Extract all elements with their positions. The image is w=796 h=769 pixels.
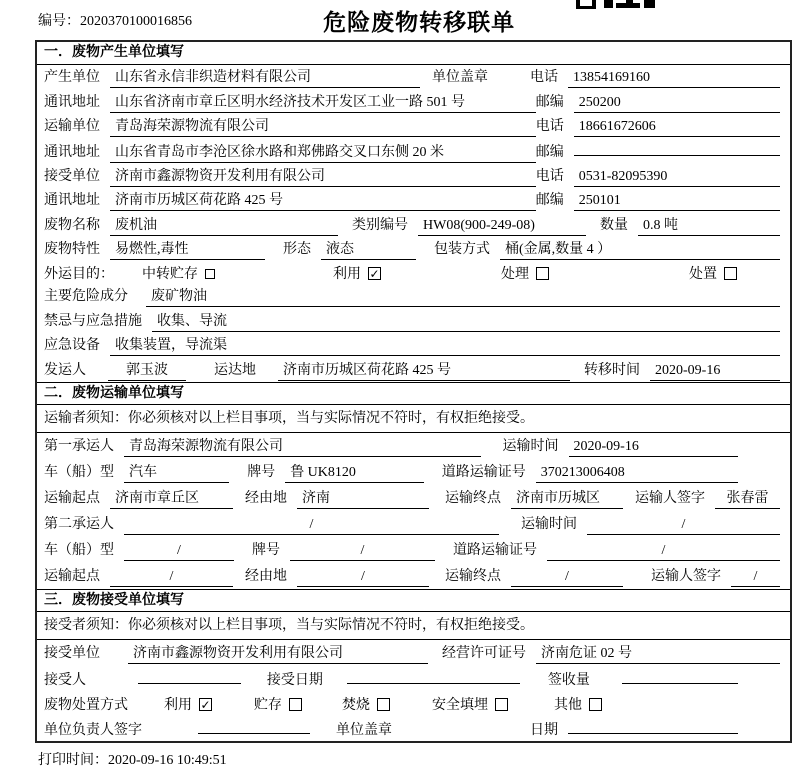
qr-code-fragment-icon xyxy=(576,0,656,9)
transporter-label: 运输单位 xyxy=(44,119,100,135)
hazard-value: 废矿物油 xyxy=(146,285,780,307)
row-producer xyxy=(37,66,790,88)
section3-notice: 接受者须知：你必须核对以上栏目事项，当与实际情况不符时，有权拒绝接受。 xyxy=(37,612,790,640)
phone2-value: 18661672606 xyxy=(574,119,780,137)
row-receiver-address xyxy=(37,189,790,211)
via1-value: 济南 xyxy=(297,487,429,509)
document-number xyxy=(38,10,192,30)
date-label: 日期 xyxy=(530,722,558,738)
disposal-option-landfill xyxy=(432,694,508,714)
plate1-label: 牌号 xyxy=(247,465,276,480)
addr2-label: 通讯地址 xyxy=(44,144,100,160)
origin1-label: 运输起点 xyxy=(44,491,100,506)
vehicle2-value: / xyxy=(124,543,234,561)
packing-value: 桶(金属,数量 4 ） xyxy=(500,238,780,260)
checkbox-unchecked-icon xyxy=(724,267,737,280)
carrier1-label: 第一承运人 xyxy=(44,439,114,454)
time2-label: 运输时间 xyxy=(521,517,577,532)
section2-body xyxy=(37,433,790,589)
seal-label: 单位盖章 xyxy=(432,70,488,86)
checkbox-checked-icon: ✓ xyxy=(200,698,211,713)
phone1-value: 13854169160 xyxy=(568,70,780,88)
section3-header: 三．废物接受单位填写 xyxy=(37,589,790,612)
disposal-option-use-label: 利用 xyxy=(164,697,192,713)
phone3-value: 0531-82095390 xyxy=(574,169,780,187)
quantity-value: 0.8 吨 xyxy=(638,214,780,236)
purpose-option-transfer-storage xyxy=(142,263,215,283)
category-value: HW08(900-249-08) xyxy=(418,218,586,236)
disposal-option-other xyxy=(554,694,602,714)
waste-name-value: 废机油 xyxy=(110,214,338,236)
purpose-option-dispose xyxy=(689,263,737,283)
document-number-value: 2020370100016856 xyxy=(80,14,192,29)
transfer-time-value: 2020-09-16 xyxy=(650,363,780,381)
document-number-label: 编号： xyxy=(38,14,80,29)
purpose-label: 外运目的： xyxy=(44,266,114,282)
section1-header: 一．废物产生单位填写 xyxy=(37,42,790,65)
shipper-value: 郭玉波 xyxy=(108,359,186,381)
zip1-label: 邮编 xyxy=(535,94,564,110)
plate1-value: 鲁 UK8120 xyxy=(285,461,424,483)
disposal-option-store xyxy=(254,694,302,714)
recipient-value xyxy=(138,668,241,684)
purpose-option-treat xyxy=(501,263,549,283)
sign1-value: 张春雷 xyxy=(715,487,780,509)
shipper-label: 发运人 xyxy=(44,362,86,378)
dest-label: 运达地 xyxy=(214,362,256,378)
purpose-option-use xyxy=(333,263,381,283)
checkbox-unchecked-icon xyxy=(377,698,390,711)
road-no1-value: 370213006408 xyxy=(536,465,738,483)
disposal-option-incinerate xyxy=(342,694,390,714)
road-no2-value: / xyxy=(547,543,780,561)
row-equipment xyxy=(37,334,790,356)
category-label: 类别编号 xyxy=(352,217,408,233)
form-label: 形态 xyxy=(283,242,311,258)
hazard-label: 主要危险成分 xyxy=(44,289,128,305)
quantity-label: 数量 xyxy=(600,217,628,233)
recipient-label: 接受人 xyxy=(44,673,86,689)
checkbox-unchecked-icon xyxy=(589,698,602,711)
sign-qty-label: 签收量 xyxy=(547,673,590,689)
end2-value: / xyxy=(511,569,623,587)
addr1-value: 山东省济南市章丘区明水经济技术开发区工业一路 501 号 xyxy=(110,91,536,113)
row-taboo xyxy=(37,310,790,332)
addr2-value: 山东省青岛市李沧区徐水路和郑佛路交叉口东侧 20 米 xyxy=(110,141,536,163)
phone3-label: 电话 xyxy=(535,169,564,185)
unit-seal-label: 单位盖章 xyxy=(336,722,392,738)
transfer-time-label: 转移时间 xyxy=(584,362,640,378)
checkbox-unchecked-icon xyxy=(289,698,302,711)
purpose-option-use-label: 利用 xyxy=(333,266,361,282)
phone2-label: 电话 xyxy=(535,119,564,135)
checkbox-unchecked-icon xyxy=(495,698,508,711)
zip2-label: 邮编 xyxy=(535,144,564,160)
zip3-label: 邮编 xyxy=(535,193,564,209)
sign-qty-value xyxy=(622,668,738,684)
responsible-sign-label: 单位负责人签字 xyxy=(44,722,142,738)
checkbox-unchecked-icon xyxy=(205,269,215,279)
receiver-value: 济南市鑫源物资开发利用有限公司 xyxy=(110,165,536,187)
producer-label: 产生单位 xyxy=(44,70,100,86)
row-recipient xyxy=(37,668,790,689)
row-responsible-sign xyxy=(37,718,790,739)
row-receiver xyxy=(37,165,790,187)
plate2-value: / xyxy=(290,543,435,561)
receive-date-value xyxy=(347,668,520,684)
sign2-label: 运输人签字 xyxy=(651,569,721,584)
via2-label: 经由地 xyxy=(245,569,287,584)
producer-value: 山东省永信非织造材料有限公司 xyxy=(110,66,420,88)
end1-value: 济南市历城区 xyxy=(511,487,623,509)
row-hazard xyxy=(37,285,790,307)
end2-label: 运输终点 xyxy=(445,569,501,584)
row-vehicle1 xyxy=(37,461,790,483)
taboo-value: 收集、导流 xyxy=(152,310,780,332)
zip1-value: 250200 xyxy=(574,95,780,113)
row-waste-character xyxy=(37,238,790,260)
form-value: 液态 xyxy=(321,238,416,260)
accept-unit-value: 济南市鑫源物资开发利用有限公司 xyxy=(128,642,428,664)
waste-name-label: 废物名称 xyxy=(44,217,100,233)
section2-notice: 运输者须知：你必须核对以上栏目事项，当与实际情况不符时，有权拒绝接受。 xyxy=(37,405,790,433)
print-time-value: 2020-09-16 10:49:51 xyxy=(108,753,227,768)
carrier2-label: 第二承运人 xyxy=(44,517,114,532)
row-shipper xyxy=(37,359,790,381)
vehicle1-value: 汽车 xyxy=(124,461,229,483)
packing-label: 包装方式 xyxy=(434,242,490,258)
row-accept-unit xyxy=(37,642,790,664)
date-value xyxy=(568,718,738,734)
character-label: 废物特性 xyxy=(44,242,100,258)
zip2-value xyxy=(574,140,780,156)
phone1-label: 电话 xyxy=(530,70,558,86)
row-waste-name xyxy=(37,214,790,236)
carrier1-value: 青岛海荣源物流有限公司 xyxy=(124,435,481,457)
dest-value: 济南市历城区荷花路 425 号 xyxy=(278,359,570,381)
sign2-value: / xyxy=(731,569,780,587)
addr3-value: 济南市历城区荷花路 425 号 xyxy=(110,189,536,211)
manifest-form xyxy=(35,40,792,743)
row-disposal xyxy=(37,694,790,714)
purpose-option-transfer-storage-label: 中转贮存 xyxy=(142,266,198,282)
time1-value: 2020-09-16 xyxy=(569,439,738,457)
responsible-sign-value xyxy=(198,718,310,734)
row-route2 xyxy=(37,565,790,587)
section2-header: 二．废物运输单位填写 xyxy=(37,382,790,405)
taboo-label: 禁忌与应急措施 xyxy=(44,313,142,329)
disposal-option-use xyxy=(164,694,212,714)
plate2-label: 牌号 xyxy=(252,543,280,558)
receiver-label: 接受单位 xyxy=(44,169,100,185)
transporter-value: 青岛海荣源物流有限公司 xyxy=(110,115,536,137)
origin2-label: 运输起点 xyxy=(44,569,100,584)
license-value: 济南危证 02 号 xyxy=(536,642,780,664)
carrier2-value: / xyxy=(124,517,499,535)
disposal-option-store-label: 贮存 xyxy=(254,697,282,713)
print-time-label: 打印时间： xyxy=(38,753,108,768)
receive-date-label: 接受日期 xyxy=(266,673,323,689)
row-vehicle2 xyxy=(37,539,790,561)
origin1-value: 济南市章丘区 xyxy=(110,487,233,509)
checkbox-unchecked-icon xyxy=(536,267,549,280)
row-transporter-address xyxy=(37,140,790,163)
end1-label: 运输终点 xyxy=(445,491,501,506)
row-transporter xyxy=(37,115,790,137)
zip3-value: 250101 xyxy=(574,193,780,211)
origin2-value: / xyxy=(110,569,233,587)
section1-body xyxy=(37,65,790,382)
vehicle1-label: 车（船）型 xyxy=(44,465,114,480)
vehicle2-label: 车（船）型 xyxy=(44,543,114,558)
disposal-option-incinerate-label: 焚烧 xyxy=(342,697,370,713)
row-carrier1 xyxy=(37,435,790,457)
page-title: 危险废物转移联单 xyxy=(323,10,516,35)
checkbox-checked-icon: ✓ xyxy=(369,267,380,282)
equipment-value: 收集装置，导流渠 xyxy=(110,334,780,356)
license-label: 经营许可证号 xyxy=(442,646,526,662)
time1-label: 运输时间 xyxy=(502,439,559,454)
disposal-option-landfill-label: 安全填埋 xyxy=(432,697,488,713)
row-purpose xyxy=(37,263,790,283)
road-no2-label: 道路运输证号 xyxy=(453,543,537,558)
disposal-option-other-label: 其他 xyxy=(554,697,582,713)
time2-value: / xyxy=(587,517,780,535)
purpose-option-dispose-label: 处置 xyxy=(689,266,717,282)
row-route1 xyxy=(37,487,790,509)
addr1-label: 通讯地址 xyxy=(44,94,100,110)
sign1-label: 运输人签字 xyxy=(635,491,705,506)
character-value: 易燃性,毒性 xyxy=(110,238,265,260)
row-producer-address xyxy=(37,91,790,113)
via2-value: / xyxy=(297,569,429,587)
via1-label: 经由地 xyxy=(245,491,287,506)
road-no1-label: 道路运输证号 xyxy=(441,465,526,480)
addr3-label: 通讯地址 xyxy=(44,193,100,209)
equipment-label: 应急设备 xyxy=(44,338,100,354)
section3-body xyxy=(37,640,790,741)
accept-unit-label: 接受单位 xyxy=(44,646,100,662)
disposal-label: 废物处置方式 xyxy=(44,697,128,713)
purpose-option-treat-label: 处理 xyxy=(501,266,529,282)
row-carrier2 xyxy=(37,513,790,535)
print-time xyxy=(38,749,227,769)
